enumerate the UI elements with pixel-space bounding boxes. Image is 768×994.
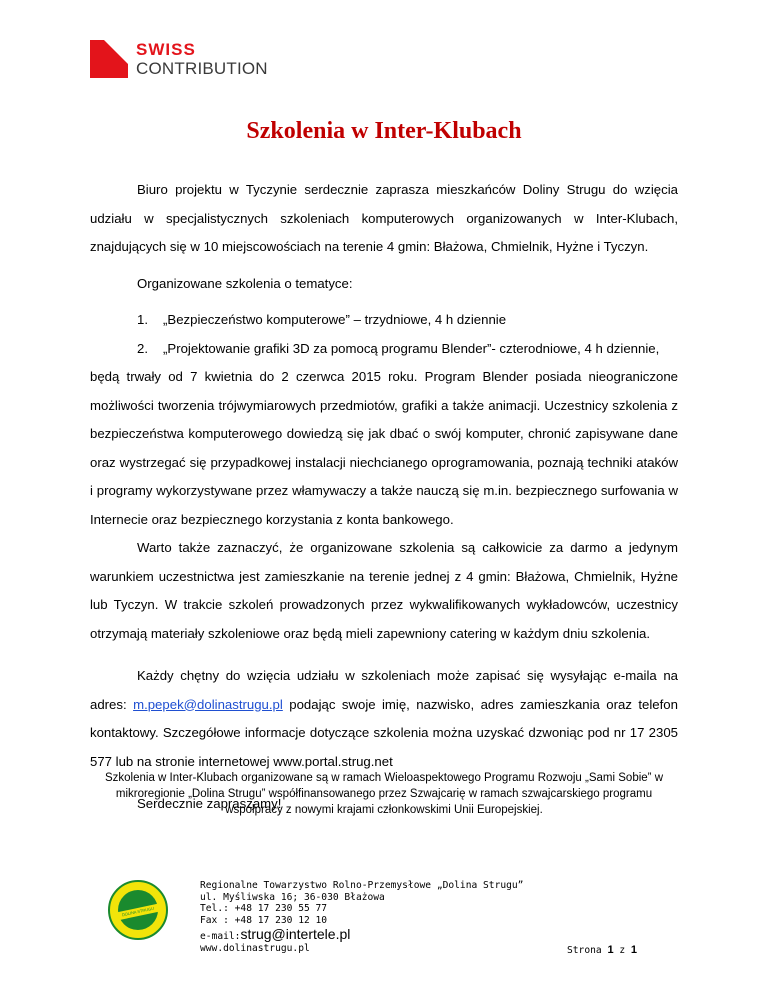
swiss-flag-icon — [90, 40, 128, 78]
footer-email-row — [200, 926, 523, 943]
footer-address — [200, 880, 523, 954]
footer-street: ul. Myśliwska 16; 36-030 Błażowa — [200, 891, 385, 903]
footer-org: Regionalne Towarzystwo Rolno-Przemysłowe „Dolina Strugu” — [200, 880, 524, 891]
page-number — [567, 944, 637, 956]
list-item — [90, 306, 678, 335]
topics-heading: Organizowane szkolenia o tematyce: — [137, 275, 353, 291]
footer-tel: Tel.: +48 17 230 55 77 — [200, 903, 328, 914]
page-current: 1 — [607, 944, 614, 956]
funding-note: Szkolenia w Inter-Klubach organizowane są w ramach Wieloaspektowego Programu Rozwoju „Sami Sobie” w mikroregionie „Dolina Strugu” współfinansowanego przez Szwajcarię w ramach szwajcarskiego programu współpracy z nowymi krajami członkowskimi Unii Europejskiej. — [104, 772, 663, 816]
logo-line1: SWISS — [136, 40, 196, 59]
list-number: 1. — [137, 312, 148, 327]
page-title: Szkolenia w Inter-Klubach — [246, 118, 522, 144]
signup-email-link[interactable]: m.pepek@dolinastrugu.pl — [133, 696, 283, 712]
list-item — [90, 335, 678, 364]
signup-text-after: podając swoje imię, nazwisko, adres zamieszkania oraz telefon kontaktowy. Szczegółowe informacje dotyczące szkolenia można uzyskać dzwoniąc pod nr 17 2305 577 lub na stronie internetowej www.portal.strug.net — [90, 696, 678, 769]
footer-fax: Fax : +48 17 230 12 10 — [200, 914, 328, 926]
list-text: „Bezpieczeństwo komputerowe” – trzydniowe, 4 h dziennie — [163, 312, 507, 327]
page-total: 1 — [630, 944, 638, 956]
dolina-strugu-logo — [108, 880, 168, 940]
logo-line2: CONTRIBUTION — [136, 59, 268, 78]
closing-text: Serdecznie zapraszamy! — [137, 796, 282, 811]
page-prefix: Strona — [567, 945, 608, 956]
list-text: „Projektowanie grafiki 3D za pomocą programu Blender”- czterodniowe, 4 h dziennie, — [163, 340, 660, 356]
intro-paragraph: Biuro projektu w Tyczynie serdecznie zaprasza mieszkańców Doliny Strugu do wzięcia udziału w specjalistycznych szkoleniach komputerowych organizowanych w Inter-Klubach, znajdujących się w 10 miejscowościach na terenie 4 gmin: Błażowa, Chmielnik, Hyżne i Tyczyn. — [90, 182, 678, 254]
footer-website[interactable]: www.dolinastrugu.pl — [200, 942, 310, 954]
footer-email[interactable]: strug@intertele.pl — [240, 926, 351, 942]
free-paragraph: Warto także zaznaczyć, że organizowane szkolenia są całkowicie za darmo a jedynym warunkiem uczestnictwa jest zamieszkanie na terenie jednej z 4 gmin: Błażowa, Chmielnik, Hyżne lub Tyczyn. W trakcie szkoleń prowadzonych przez wykwalifikowanych wykładowców, uczestnicy otrzymają materiały szkoleniowe oraz będą mieli zapewniony catering w każdym dniu szkolenia. — [90, 540, 678, 641]
signup-text-before: Każdy chętny do wzięcia udziału w szkoleniach może zapisać się wysyłając e-maila na adres: — [90, 668, 678, 712]
footer-email-label: e-mail: — [200, 931, 241, 942]
dates-paragraph: będą trwały od 7 kwietnia do 2 czerwca 2015 roku. Program Blender posiada nieograniczone możliwości tworzenia trójwymiarowych przedmiotów, grafiki a także animacji. Uczestnicy szkolenia z bezpieczeństwa komputerowego dowiedzą się jak dbać o swój komputer, chronić zapisywane dane oraz wystrzegać się przypadkowej instalacji niechcianego oprogramowania, poznają techniki ataków i programy wykorzystywane przez włamywaczy a także nauczą się m.in. bezpiecznego surfowania w Internecie oraz bezpiecznego korzystania z konta bankowego. — [90, 369, 678, 527]
signup-paragraph — [90, 662, 678, 776]
list-number: 2. — [137, 340, 148, 356]
page-sep: z — [613, 945, 631, 956]
logo-band-text: DOLINA STRUGU — [116, 904, 161, 921]
document-body — [90, 176, 678, 819]
